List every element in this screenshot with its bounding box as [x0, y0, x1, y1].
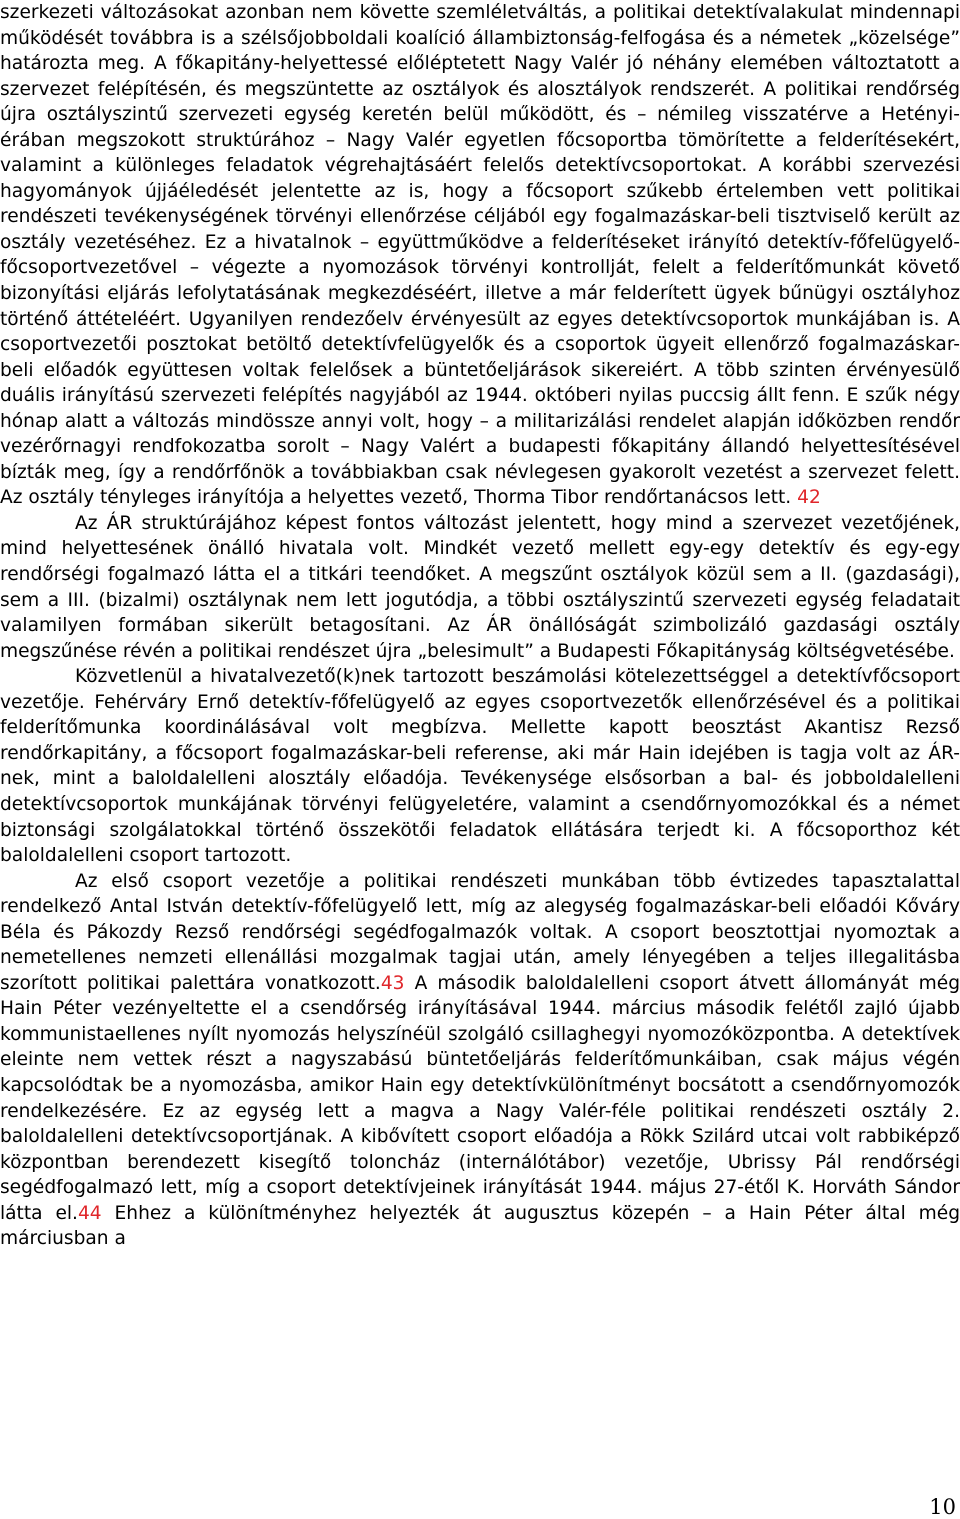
paragraph-text: Az ÁR struktúrájához képest fontos változást jelentett, hogy mind a szervezet vezetőjének, mind helyettesének önálló hivatala volt. Mindkét vezető mellett egy-egy detektív és egy-egy rendőrségi fogalmazó látta el a titkári teendőket. A megszűnt osztályok közül sem a II. (gazdasági), sem a III. (bizalmi) osztálynak nem lett jogutódja, a többi osztályszintű szervezeti egység feladatait valamilyen formában sikerült betagosítani. Az ÁR önállóságát szimbolizáló gazdasági osztály megszűnése révén a politikai rendészet újra „belesimult” a Budapesti Főkapitányság költségvetésébe. [0, 512, 960, 662]
paragraph [0, 511, 960, 664]
paragraph [0, 869, 960, 1252]
paragraph-text: Az első csoport vezetője a politikai rendészeti munkában több évtizedes tapasztalattal rendelkező Antal István detektív-főfelügyelő lett, míg az alegység fogalmazáskar-beli előadói Kőváry Béla és Pákozdy Rezső rendőrségi segédfogalmazók voltak. A csoport beosztottjai nyomoztak a nemetellenes nemzeti ellenállási mozgalmak tagjai után, amely lényegében a teljes illegalitásba szorított politikai palettára vonatkozott. [0, 870, 960, 994]
footnote-reference[interactable]: 42 [797, 487, 821, 509]
footnote-reference[interactable]: 43 [380, 972, 405, 994]
paragraph-text: A második baloldalelleni csoport átvett állományát még Hain Péter vezényeltette el a csendőrség irányításával 1944. március második felétől zajló újabb kommunistaellenes nyílt nyomozás helyszínéül szolgáló csillaghegyi nyomozóközpontba. A detektívek eleinte nem vettek részt a nagyszabású büntetőeljárás felderítőmunkáiban, csak május végén kapcsolódtak be a nyomozásba, amikor Hain egy detektívkülönítményt bocsátott a csendőrnyomozók rendelkezésére. Ez az egység lett a magva a Nagy Valér-féle politikai rendészeti osztály 2. baloldalelleni detektívcsoportjának. A kibővített csoport előadója a Rökk Szilárd utcai volt rabbiképző központban berendezett kisegítő toloncház (internálótábor) vezetője, Ubrissy Pál rendőrségi segédfogalmazó lett, míg a csoport detektívjeinek irányítását 1944. május 27-étől K. Horváth Sándor látta el. [0, 972, 960, 1224]
page-number: 10 [929, 1495, 956, 1519]
paragraph-text: szerkezeti változásokat azonban nem követte szemléletváltás, a politikai detektívalakulat mindennapi működését továbbra is a szélsőjobboldali koalíció állambiztonság-felfogása és a németek „közelsége” határozta meg. [0, 2, 960, 75]
footnote-reference[interactable]: 44 [77, 1202, 102, 1224]
paragraph [0, 664, 960, 868]
paragraph [0, 0, 960, 511]
paragraph-text: Közvetlenül a hivatalvezető(k)nek tartozott beszámolási kötelezettséggel a detektívfőcsoport vezetője. Fehérváry Ernő detektív-főfelügyelő az egyes csoportvezetők ellenőrzésével és a politikai felderítőmunka koordinálásával volt megbízva. Mellette kapott beosztást Akantisz Rezső rendőrkapitány, a főcsoport fogalmazáskar-beli referense, aki már Hain idejében is tagja volt az ÁR-nek, mint a baloldalelleni alosztály előadója. Tevékenysége elsősorban a bal- és jobboldalelleni detektívcsoportok munkájának törvényi felügyeletére, valamint a csendőrnyomozókkal és a német biztonsági szolgálatokkal történő összekötői feladatok ellátására terjedt ki. A főcsoporthoz két baloldalelleni csoport tartozott. [0, 666, 960, 867]
paragraph-text: A főkapitány-helyettessé előléptetett Nagy Valér jó néhány elemében változtatott a szervezet felépítésén, és megszüntette az osztályok és alosztályok rendszerét. A politikai rendőrség újra osztályszintű szervezeti egység keretén belül működött, és – némileg visszatérve a Hetényi-érában megszokott struktúrához – Nagy Valér egyetlen főcsoportba tömörítette a felderítésekért, valamint a különleges feladatok végrehajtásáért felelős detektívcsoportokat. A korábbi szervezési hagyományok újjáéledését jelentette az is, hogy a főcsoport szűkebb értelemben vett politikai rendészeti tevékenységének törvényi ellenőrzése céljából egy fogalmazáskar-beli tisztviselő került az osztály vezetéséhez. Ez a hivatalnok – együttműködve a felderítéseket irányító detektív-főfelügyelő-főcsoportvezetővel – végezte a nyomozások törvényi kontrollját, felelt a felderítőmunkát követő bizonyítási eljárás lefolytatásának megkezdéséért, illetve a már felderített ügyek bűnügyi osztályhoz történő áttételéért. Ugyanilyen rendezőelv érvényesült az egyes detektívcsoportok munkájában is. A csoportvezetői posztokat betöltő detektívfelügyelők és a csoportok ügyeit ellenőrző fogalmazáskar-beli előadók együttesen voltak felelősek a büntetőeljárások sikereiért. A több szinten érvényesülő duális irányítású szervezeti felépítés nagyjából az 1944. októberi nyilas puccsig állt fenn. E szűk négy hónap alatt a változás mindössze annyi volt, hogy – a militarizálási rendelet alapján időközben rendőr vezérőrnagyi rendfokozatba sorolt – Nagy Valért a budapesti főkapitány állandó helyettesítésével bízták meg, így a rendőrfőnök a továbbiakban csak névlegesen gyakorolt vezetést a szervezet felett. Az osztály tényleges irányítója a helyettes vezető, Thorma Tibor rendőrtanácsos lett. [0, 53, 960, 509]
paragraph-text: Ehhez a különítményhez helyezték át augusztus közepén – a Hain Péter által még márciusban a [0, 1202, 960, 1250]
